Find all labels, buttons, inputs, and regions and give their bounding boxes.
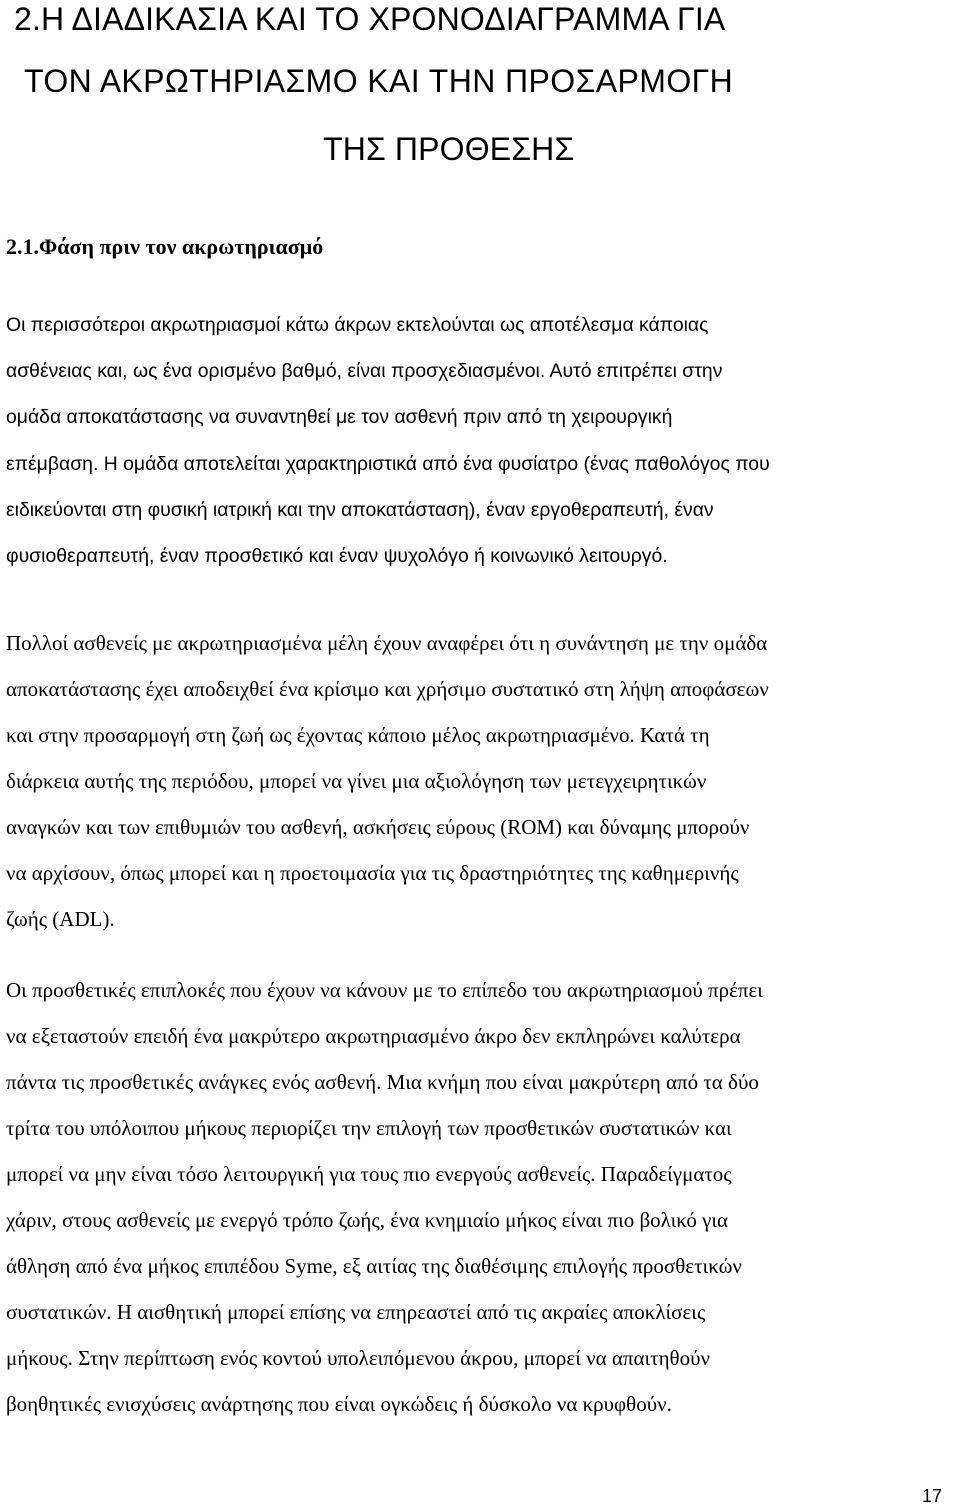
text-line: τρίτα του υπόλοιπου μήκους περιορίζει την επιλογή των προσθετικών συστατικών και (6, 1116, 732, 1140)
text-line: μπορεί να μην είναι τόσο λειτουργική για τους πιο ενεργούς ασθενείς. Παραδείγματος (6, 1162, 732, 1186)
text-line: πάντα τις προσθετικές ανάγκες ενός ασθενή. Μια κνήμη που είναι μακρύτερη από τα δύο (6, 1070, 759, 1094)
text-line: άθληση από ένα μήκος επιπέδου Syme, εξ αιτίας της διαθέσιμης επιλογής προσθετικών (6, 1254, 742, 1278)
text-line: αποκατάστασης έχει αποδειχθεί ένα κρίσιμο και χρήσιμο συστατικό στη λήψη αποφάσεων (6, 677, 769, 701)
text-line: χάριν, στους ασθενείς με ενεργό τρόπο ζωής, ένα κνημιαίο μήκος είναι πιο βολικό για (6, 1208, 729, 1232)
text-line: Οι προσθετικές επιπλοκές που έχουν να κάνουν με το επίπεδο του ακρωτηριασμού πρέπει (6, 978, 763, 1002)
text-line: να αρχίσουν, όπως μπορεί και η προετοιμασία για τις δραστηριότητες της καθημερινής (6, 861, 739, 885)
text-line: Πολλοί ασθενείς με ακρωτηριασμένα μέλη έχουν αναφέρει ότι η συνάντηση με την ομάδα (6, 631, 768, 655)
text-line: συστατικών. Η αισθητική μπορεί επίσης να επηρεαστεί από τις ακραίες αποκλίσεις (6, 1300, 706, 1324)
text-line: αναγκών και των επιθυμιών του ασθενή, ασκήσεις εύρους (ROM) και δύναμης μπορούν (6, 815, 750, 839)
text-line: διάρκεια αυτής της περιόδου, μπορεί να γίνει μια αξιολόγηση των μετεγχειρητικών (6, 769, 707, 793)
text-line: ζωής (ADL). (6, 907, 115, 931)
chapter-title-line: 2.Η ΔΙΑΔΙΚΑΣΙΑ ΚΑΙ ΤΟ ΧΡΟΝΟΔΙΑΓΡΑΜΜΑ ΓΙΑ (14, 1, 726, 37)
text-line: φυσιοθεραπευτή, έναν προσθετικό και έναν ψυχολόγο ή κοινωνικό λειτουργό. (6, 545, 668, 567)
chapter-title-line: ΤΟΝ ΑΚΡΩΤΗΡΙΑΣΜΟ ΚΑΙ ΤΗΝ ΠΡΟΣΑΡΜΟΓΗ (24, 63, 734, 99)
text-line: ομάδα αποκατάστασης να συναντηθεί με τον ασθενή πριν από τη χειρουργική (6, 406, 673, 428)
text-line: ασθένειας και, ως ένα ορισμένο βαθμό, είναι προσχεδιασμένοι. Αυτό επιτρέπει στην (6, 360, 723, 382)
text-line: Οι περισσότεροι ακρωτηριασμοί κάτω άκρων εκτελούνται ως αποτέλεσμα κάποιας (6, 314, 709, 336)
chapter-title-line: ΤΗΣ ΠΡΟΘΕΣΗΣ (323, 131, 575, 167)
section-heading: 2.1.Φάση πριν τον ακρωτηριασμό (6, 234, 324, 259)
page-number: 17 (922, 1486, 943, 1506)
text-line: μήκους. Στην περίπτωση ενός κοντού υπολειπόμενου άκρου, μπορεί να απαιτηθούν (6, 1346, 711, 1370)
text-line: και στην προσαρμογή στη ζωή ως έχοντας κάποιο μέλος ακρωτηριασμένο. Κατά τη (6, 723, 710, 747)
text-line: ειδικεύονται στη φυσική ιατρική και την αποκατάσταση), έναν εργοθεραπευτή, έναν (6, 499, 714, 521)
text-line: επέμβαση. Η ομάδα αποτελείται χαρακτηριστικά από ένα φυσίατρο (ένας παθολόγος που (6, 453, 770, 475)
text-line: να εξεταστούν επειδή ένα μακρύτερο ακρωτηριασμένο άκρο δεν εκπληρώνει καλύτερα (6, 1024, 741, 1048)
text-line: βοηθητικές ενισχύσεις ανάρτησης που είναι ογκώδεις ή δύσκολο να κρυφθούν. (6, 1392, 672, 1416)
